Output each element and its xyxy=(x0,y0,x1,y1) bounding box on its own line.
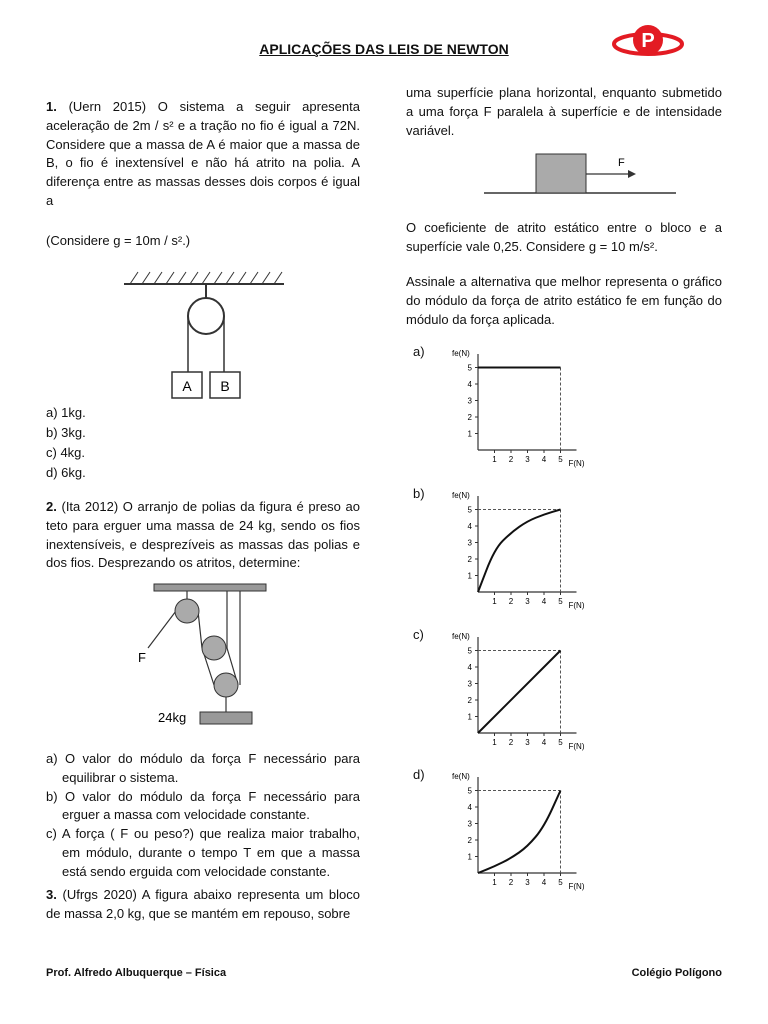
x-tick-label: 1 xyxy=(492,738,497,747)
pulley-arrangement-figure xyxy=(130,580,280,730)
force-arrowhead xyxy=(628,170,636,178)
x-tick-label: 4 xyxy=(541,738,547,747)
footer-teacher: Prof. Alfredo Albuquerque – Física xyxy=(46,967,227,979)
q1-option-c: c) 4kg. xyxy=(46,445,86,460)
graph-option-label: c) xyxy=(413,627,424,642)
x-tick-label: 4 xyxy=(541,878,547,887)
block-b-label: B xyxy=(220,378,230,394)
x-tick-label: 5 xyxy=(558,455,563,464)
x-tick-label: 2 xyxy=(508,455,514,464)
x-tick-label: 2 xyxy=(508,878,514,887)
school-logo xyxy=(612,22,684,62)
q3-number: 3. xyxy=(46,887,57,902)
q1-options xyxy=(46,403,360,483)
q2-text: (Ita 2012) O arranjo de polias da figura é preso ao teto para erguer uma massa de 24 kg, sendo os fios inextensíveis, e desprezíveis as massas das polias e dos fios. Desprezando os atritos, determine: xyxy=(46,499,360,571)
pulley xyxy=(188,298,224,334)
pulley-3 xyxy=(214,673,238,697)
x-tick-label: 2 xyxy=(508,738,514,747)
ceiling-hatch xyxy=(130,272,282,284)
y-tick-label: 4 xyxy=(467,522,472,531)
graph-4 xyxy=(446,769,596,893)
block-a-label: A xyxy=(182,378,192,394)
graph-option-label: d) xyxy=(413,767,425,782)
q1-consider: (Considere g = 10m / s².) xyxy=(46,233,191,248)
y-tick-label: 3 xyxy=(467,396,472,406)
y-axis-label: fe(N) xyxy=(452,491,470,500)
q2-item-b: b) O valor do módulo da força F necessário para erguer a massa com velocidade constante. xyxy=(46,788,360,823)
y-axis-label: fe(N) xyxy=(452,632,470,641)
x-tick-label: 3 xyxy=(525,455,530,464)
x-tick-label: 3 xyxy=(525,738,530,747)
graph-2 xyxy=(446,488,596,612)
x-axis-label: F(N) xyxy=(568,882,585,891)
y-tick-label: 2 xyxy=(467,555,472,564)
graph-option-label: a) xyxy=(413,344,425,359)
y-tick-label: 2 xyxy=(467,696,472,705)
pulley-figure-a-b xyxy=(120,268,288,404)
x-tick-label: 3 xyxy=(525,597,530,606)
y-tick-label: 3 xyxy=(467,679,472,689)
x-tick-label: 1 xyxy=(492,597,497,606)
y-tick-label: 4 xyxy=(467,663,472,672)
data-line xyxy=(478,791,561,874)
y-tick-label: 5 xyxy=(467,505,472,515)
y-tick-label: 3 xyxy=(467,819,472,829)
x-tick-label: 2 xyxy=(508,597,514,606)
mass-label: 24kg xyxy=(158,710,187,725)
x-axis-label: F(N) xyxy=(568,742,585,751)
q2-statement xyxy=(46,498,360,573)
q2-item-c: c) A força ( F ou peso?) que realiza maior trabalho, em módulo, durante o tempo T em que a massa está sendo erguida com velocidade constante. xyxy=(46,826,360,879)
y-tick-label: 1 xyxy=(467,571,472,581)
data-line xyxy=(478,510,561,593)
y-tick-label: 5 xyxy=(467,786,472,796)
y-axis-label: fe(N) xyxy=(452,772,470,781)
q1-text: (Uern 2015) O sistema a seguir apresenta aceleração de 2m / s² e a tração no fio é igual a 72N. Considere que a massa de A é maior que a massa de B, o fio é inextensível e não há atrito na polia. A diferença entre as massas desses dois corpos é igual a xyxy=(46,99,360,208)
force-label: F xyxy=(138,650,146,665)
x-axis-label: F(N) xyxy=(568,459,585,468)
q1-number: 1. xyxy=(46,99,57,114)
footer-school: Colégio Polígono xyxy=(631,967,722,979)
q2-number: 2. xyxy=(46,499,57,514)
block-on-surface-figure xyxy=(480,150,680,198)
logo-letter: P xyxy=(641,30,655,52)
x-tick-label: 3 xyxy=(525,878,530,887)
q3-statement-start xyxy=(46,886,360,924)
y-tick-label: 4 xyxy=(467,803,472,812)
y-tick-label: 4 xyxy=(467,380,472,389)
block xyxy=(536,154,586,193)
mass-block xyxy=(200,712,252,724)
y-tick-label: 3 xyxy=(467,538,472,548)
q1-option-d: d) 6kg. xyxy=(46,465,86,480)
graph-3 xyxy=(446,629,596,753)
x-tick-label: 5 xyxy=(558,878,563,887)
data-line xyxy=(478,651,561,734)
pulley-2 xyxy=(202,636,226,660)
graph-1 xyxy=(446,346,596,470)
force-label-f: F xyxy=(618,157,625,169)
y-tick-label: 2 xyxy=(467,836,472,845)
q3-statement-cont: uma superfície plana horizontal, enquanto submetido a uma força F paralela à superfície e de intensidade variável. xyxy=(406,85,722,138)
graph-option-label: b) xyxy=(413,486,425,501)
y-tick-label: 5 xyxy=(467,363,472,373)
x-tick-label: 4 xyxy=(541,455,547,464)
page-title: APLICAÇÕES DAS LEIS DE NEWTON xyxy=(259,41,509,57)
q2-item-a: a) O valor do módulo da força F necessário para equilibrar o sistema. xyxy=(46,751,360,785)
q1-option-b: b) 3kg. xyxy=(46,425,86,440)
x-tick-label: 1 xyxy=(492,455,497,464)
y-tick-label: 1 xyxy=(467,712,472,722)
pulley-1 xyxy=(175,599,199,623)
y-axis-label: fe(N) xyxy=(452,349,470,358)
x-tick-label: 5 xyxy=(558,597,563,606)
y-tick-label: 1 xyxy=(467,852,472,862)
q1-statement xyxy=(46,98,360,211)
q3-ask-text: Assinale a alternativa que melhor representa o gráfico do módulo da força de atrito estático fe em função do módulo da força aplicada. xyxy=(406,274,722,327)
x-tick-label: 5 xyxy=(558,738,563,747)
q1-option-a: a) 1kg. xyxy=(46,405,86,420)
x-tick-label: 4 xyxy=(541,597,547,606)
ceiling-bar xyxy=(154,584,266,591)
y-tick-label: 2 xyxy=(467,413,472,422)
q3-text-start: (Ufrgs 2020) A figura abaixo representa um bloco de massa 2,0 kg, que se mantém em repouso, sobre xyxy=(46,887,360,921)
x-axis-label: F(N) xyxy=(568,601,585,610)
y-tick-label: 1 xyxy=(467,429,472,439)
y-tick-label: 5 xyxy=(467,646,472,656)
x-tick-label: 1 xyxy=(492,878,497,887)
q2-items xyxy=(46,750,360,882)
q3-coef-text: O coeficiente de atrito estático entre o bloco e a superfície vale 0,25. Considere g = 10 m/s². xyxy=(406,220,722,254)
